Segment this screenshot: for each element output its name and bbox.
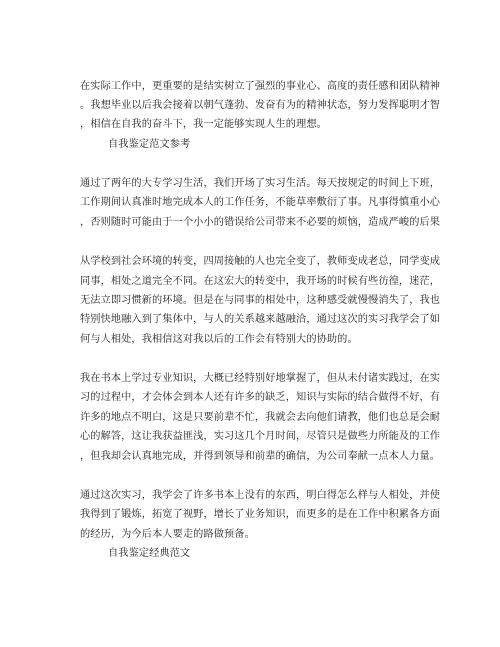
body-line: ，相信在自我的奋斗下，我一定能够实现人生的理想。 xyxy=(80,119,327,130)
body-line: 通过这次实习，我学会了许多书本上没有的东西，明白得怎么样与人相处，并使 xyxy=(80,490,441,501)
body-line: 习的过程中，才会体会到本人还有许多的缺乏，知识与实际的结合做得不好，有 xyxy=(80,392,441,403)
body-line: 同事，相处之道完全不同。在这宏大的转变中，我开场的时候有些彷徨，迷茫， xyxy=(80,276,441,287)
body-line: 我在书本上学过专业知识，大概已经特别好地掌握了，但从未付诸实践过，在实 xyxy=(80,373,441,384)
body-line: 通过了两年的大专学习生活，我们开场了实习生活。每天按规定的时间上下班， xyxy=(80,178,441,189)
body-line: 许多的地点不明白，这是只要前辈不忙，我就会去向他们请教，他们也总是会耐 xyxy=(80,412,441,423)
body-line: 从学校到社会环境的转变，四周接触的人也完全变了，教师变成老总，同学变成 xyxy=(80,256,441,267)
body-line: 工作期间认真准时地完成本人的工作任务，不能草率敷衍了事。凡事得慎重小心 xyxy=(80,197,441,208)
body-line: 的经历，为今后本人要走的路做预备。 xyxy=(80,529,255,540)
section-heading: 自我鉴定范文参考 xyxy=(108,139,191,150)
body-line: 无法立即习惯新的环境。但是在与同事的相处中，这种感受就慢慢消失了，我也 xyxy=(80,295,441,306)
body-line: 我得到了锻炼，拓宽了视野，增长了业务知识，而更多的是在工作中积累各方面 xyxy=(80,509,441,520)
body-line: 心的解答，这让我获益匪浅，实习这几个月时间，尽管只是做些力所能及的工作 xyxy=(80,431,441,442)
body-line: 特别快地融入到了集体中，与人的关系越来越融洽，通过这次的实习我学会了如 xyxy=(80,314,441,325)
body-line: ，但我却会认真地完成，并得到领导和前辈的确信，为公司奉献一点本人力量。 xyxy=(80,451,441,462)
body-line: 何与人相处，我相信这对我以后的工作会有特别大的协助的。 xyxy=(80,334,358,345)
body-line: ，否则随时可能由于一个小小的错误给公司带来不必要的烦恼，造成严峻的后果 xyxy=(80,217,441,228)
section-heading: 自我鉴定经典范文 xyxy=(108,548,191,559)
body-line: 在实际工作中，更重要的是结实树立了强烈的事业心、高度的责任感和团队精神 xyxy=(80,81,441,92)
body-line: 。我想毕业以后我会接着以朝气蓬勃、发奋有为的精神状态，努力发挥聪明才智 xyxy=(80,100,441,111)
